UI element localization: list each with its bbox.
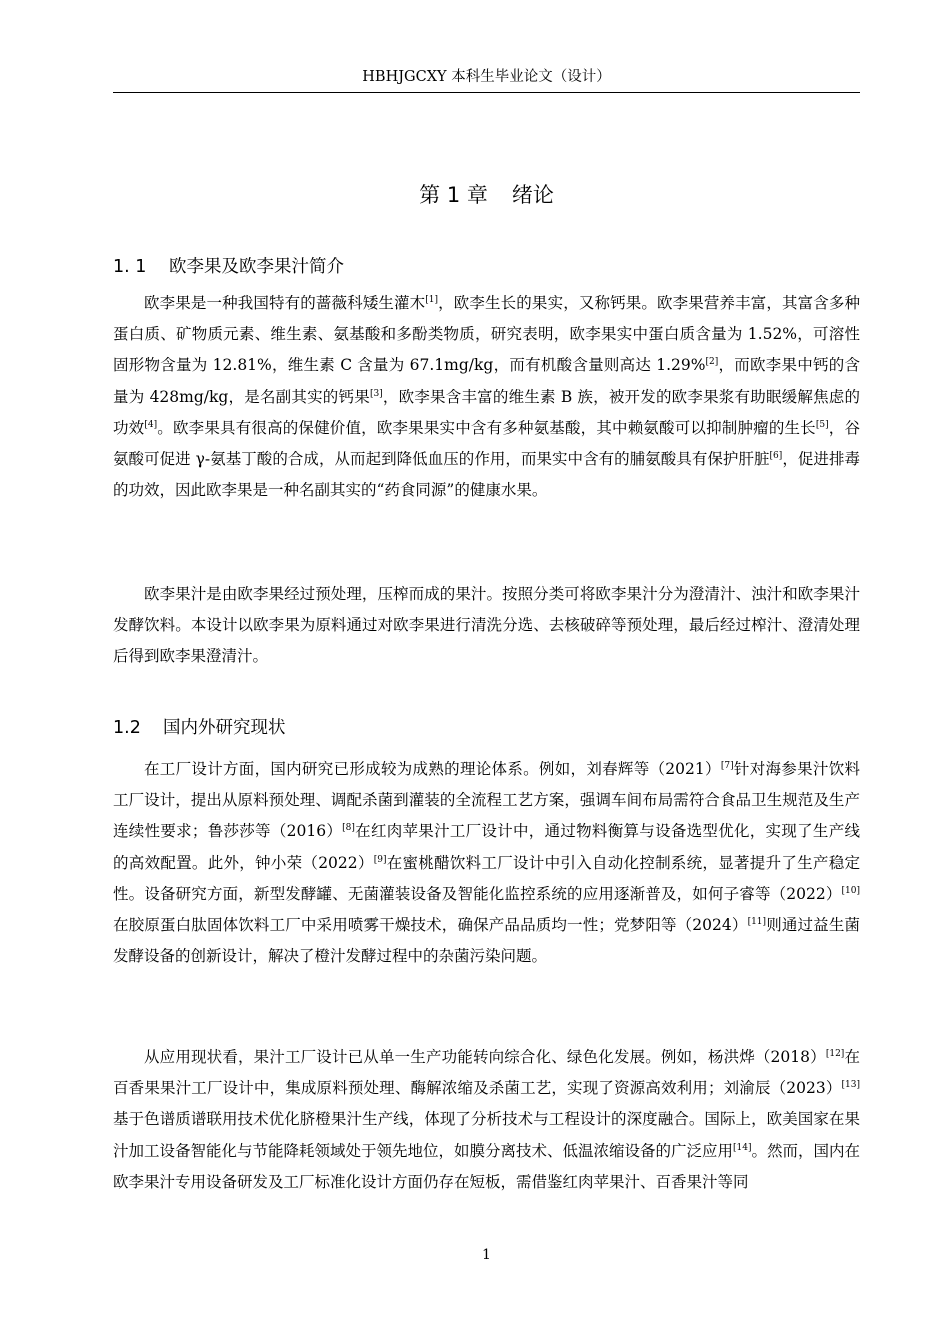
text-run: 针对海参果汁饮料工厂设计，提出从原料预处理、调配杀菌到灌装的全流程工艺方案，强调车间布局需符合食品卫生规范及生产连续性要求；鲁莎莎等（2016） — [113, 760, 860, 841]
section-number: 1. 1 — [113, 257, 147, 277]
paragraph-3 — [113, 754, 860, 972]
section-heading-1-2 — [113, 713, 860, 743]
citation-ref: [5] — [815, 419, 829, 430]
chapter-name: 绪论 — [511, 183, 554, 207]
citation-ref: [9] — [373, 854, 387, 865]
citation-ref: [6] — [769, 451, 783, 462]
text-run: ，而欧李果中钙的含量为 428mg/kg，是名副其实的钙果 — [113, 356, 860, 406]
text-run: ，欧李生长的果实，又称钙果。欧李果营养丰富，其富含多种蛋白质、矿物质元素、维生素、氨基酸和多酚类物质，研究表明，欧李果实中蛋白质含量为 1.52%，可溶性固形物含量为 12.81%，维生素 C 含量为 67.1mg/kg，而有机酸含量则高达 1.29% — [113, 294, 860, 375]
section-heading-1-1 — [113, 252, 860, 282]
running-header: HBHJGCXY 本科生毕业论文（设计） — [362, 69, 611, 85]
text-run: 欧李果汁是由欧李果经过预处理，压榨而成的果汁。按照分类可将欧李果汁分为澄清汁、浊汁和欧李果汁发酵饮料。本设计以欧李果为原料通过对欧李果进行清洗分选、去核破碎等预处理，最后经过榨汁、澄清处理后得到欧李果澄清汁。 — [113, 585, 860, 666]
section-title: 国内外研究现状 — [163, 718, 286, 738]
section-title: 欧李果及欧李果汁简介 — [169, 257, 344, 277]
text-run: 在工厂设计方面，国内研究已形成较为成熟的理论体系。例如，刘春辉等（2021） — [144, 760, 721, 778]
text-run: 在蜜桃醋饮料工厂设计中引入自动化控制系统，显著提升了生产稳定性。设备研究方面，新型发酵罐、无菌灌装设备及智能化监控系统的应用逐渐普及，如何子睿等（2022） — [113, 853, 860, 903]
citation-ref: [4] — [144, 419, 158, 430]
page-number: 1 — [482, 1247, 491, 1263]
text-run: 在红肉苹果汁工厂设计中，通过物料衡算与设备选型优化，实现了生产线的高效配置。此外，钟小荣（2022） — [113, 822, 860, 872]
text-run: ，欧李果含丰富的维生素 B 族，被开发的欧李果浆有助眠缓解焦虑的功效 — [113, 387, 861, 437]
section-number: 1.2 — [113, 718, 141, 738]
citation-ref: [2] — [705, 357, 719, 368]
text-run: 基于色谱质谱联用技术优化脐橙果汁生产线，体现了分析技术与工程设计的深度融合。国际上，欧美国家在果汁加工设备智能化与节能降耗领域处于领先地位，如膜分离技术、低温浓缩设备的广泛应用 — [113, 1110, 860, 1160]
citation-ref: [12] — [825, 1049, 845, 1059]
text-run: 。然而，国内在欧李果汁专用设备研发及工厂标准化设计方面仍存在短板，需借鉴红肉苹果汁、百香果汁等同 — [113, 1141, 861, 1191]
text-run: ，促进排毒的功效，因此欧李果是一种名副其实的“药食同源”的健康水果。 — [113, 450, 860, 500]
citation-ref: [8] — [342, 823, 355, 834]
citation-ref: [7] — [720, 761, 734, 771]
citation-ref: [14] — [733, 1142, 752, 1153]
paragraph-4 — [113, 1042, 860, 1198]
citation-ref: [13] — [841, 1080, 860, 1091]
citation-ref: [11] — [747, 917, 767, 928]
text-run: 在百香果果汁工厂设计中，集成原料预处理、酶解浓缩及杀菌工艺，实现了资源高效利用；刘渝辰（2023） — [113, 1048, 860, 1098]
chapter-title — [113, 178, 860, 212]
citation-ref: [3] — [369, 388, 383, 399]
text-run: 在胶原蛋白肽固体饮料工厂中采用喷雾干燥技术，确保产品品质均一性；党梦阳等（2024） — [113, 916, 748, 935]
text-run: 从应用现状看，果汁工厂设计已从单一生产功能转向综合化、绿色化发展。例如，杨洪烨（2018） — [144, 1048, 826, 1066]
text-run: 则通过益生菌发酵设备的创新设计，解决了橙汁发酵过程中的杂菌污染问题。 — [113, 916, 860, 966]
text-run: 欧李果是一种我国特有的蔷薇科矮生灌木 — [144, 294, 426, 312]
citation-ref: [1] — [425, 295, 439, 305]
text-run: ，谷氨酸可促进 γ-氨基丁酸的合成，从而起到降低血压的作用，而果实中含有的脯氨酸具有保护肝脏 — [113, 418, 860, 469]
citation-ref: [10] — [841, 885, 860, 896]
paragraph-1 — [113, 288, 860, 506]
text-run: 。欧李果具有很高的保健价值，欧李果果实中含有多种氨基酸，其中赖氨酸可以抑制肿瘤的生长 — [157, 418, 816, 437]
chapter-number: 第 1 章 — [419, 183, 488, 207]
header-rule — [113, 92, 860, 93]
paragraph-2 — [113, 579, 860, 673]
